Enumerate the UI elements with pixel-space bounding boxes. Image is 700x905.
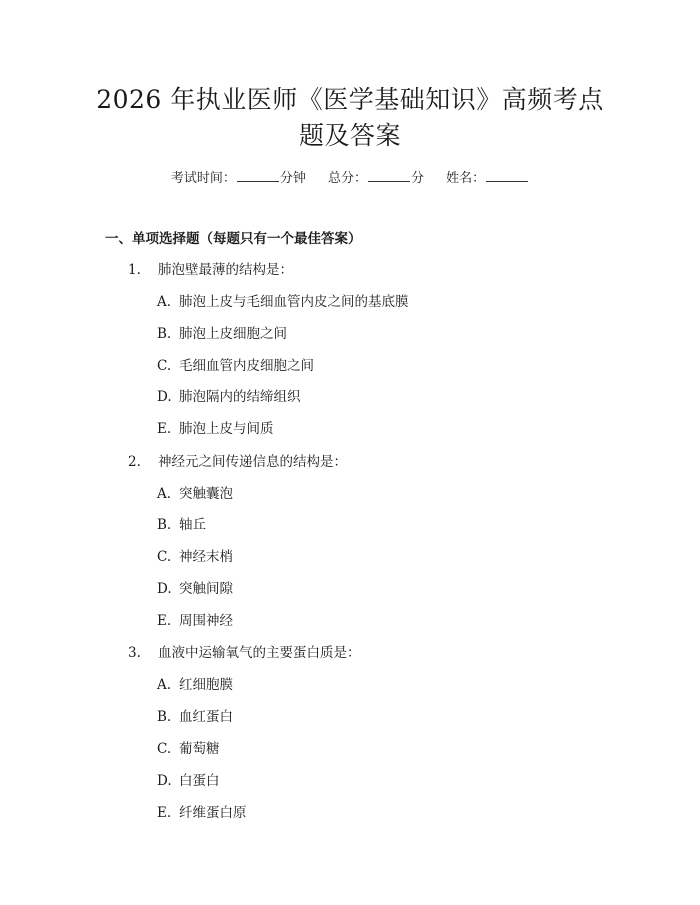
question-text: 神经元之间传递信息的结构是： [158,454,347,470]
total-score-field [328,168,424,189]
option-letter: C. [157,549,172,565]
q1-option-a [157,292,409,312]
question-number: 1. [128,262,141,278]
total-score-label: 总分： [327,171,367,186]
question-2 [128,452,347,472]
option-text: 轴丘 [179,517,206,533]
name-label: 姓名： [446,171,486,186]
question-text: 血液中运输氧气的主要蛋白质是： [158,645,361,661]
option-letter: E. [157,421,172,437]
option-text: 肺泡上皮与毛细血管内皮之间的基底膜 [179,294,409,310]
option-text: 周围神经 [179,613,233,629]
question-3 [128,643,361,663]
option-letter: A. [157,486,172,502]
q3-option-a [157,675,233,695]
document-title-line-2: 题及答案 [298,121,401,150]
exam-time-unit: 分钟 [279,171,306,186]
total-score-unit: 分 [411,171,425,186]
exam-time-field [171,168,306,189]
option-letter: A. [157,294,172,310]
q2-option-e [157,611,233,631]
question-number: 3. [128,645,141,661]
question-text: 肺泡壁最薄的结构是： [158,262,293,278]
option-letter: B. [157,709,172,725]
q3-option-b [157,707,233,727]
exam-info-row [0,168,700,189]
option-letter: B. [157,517,172,533]
name-blank [486,168,528,182]
option-letter: B. [157,326,172,342]
option-letter: D. [157,581,172,597]
option-text: 突触囊泡 [179,486,233,502]
name-field [446,168,529,189]
option-text: 突触间隙 [179,581,233,597]
q2-option-c [157,547,233,567]
option-letter: D. [157,773,172,789]
option-letter: C. [157,741,172,757]
option-letter: A. [157,677,172,693]
q3-option-e [157,803,247,823]
option-letter: E. [157,805,172,821]
option-text: 神经末梢 [179,549,233,565]
option-text: 肺泡上皮细胞之间 [179,326,287,342]
q3-option-c [157,739,220,759]
option-text: 纤维蛋白原 [179,805,247,821]
q2-option-b [157,515,206,535]
option-text: 肺泡隔内的结缔组织 [179,389,301,405]
section-heading-single-choice: 一、单项选择题（每题只有一个最佳答案） [105,231,362,247]
q2-option-d [157,579,233,599]
option-text: 白蛋白 [179,773,220,789]
option-text: 血红蛋白 [179,709,233,725]
option-text: 肺泡上皮与间质 [179,421,274,437]
question-number: 2. [128,454,141,470]
total-score-blank [368,168,410,182]
question-1 [128,260,293,280]
q3-option-d [157,771,220,791]
exam-time-blank [237,168,279,182]
q1-option-c [157,356,314,376]
option-text: 葡萄糖 [179,741,220,757]
option-text: 毛细血管内皮细胞之间 [179,358,314,374]
option-letter: C. [157,358,172,374]
option-text: 红细胞膜 [179,677,233,693]
option-letter: E. [157,613,172,629]
q1-option-b [157,324,287,344]
exam-time-label: 考试时间： [170,171,236,186]
q2-option-a [157,484,233,504]
option-letter: D. [157,389,172,405]
document-title-line-1: 2026 年执业医师《医学基础知识》高频考点 [96,85,604,114]
q1-option-e [157,419,274,439]
q1-option-d [157,387,301,407]
